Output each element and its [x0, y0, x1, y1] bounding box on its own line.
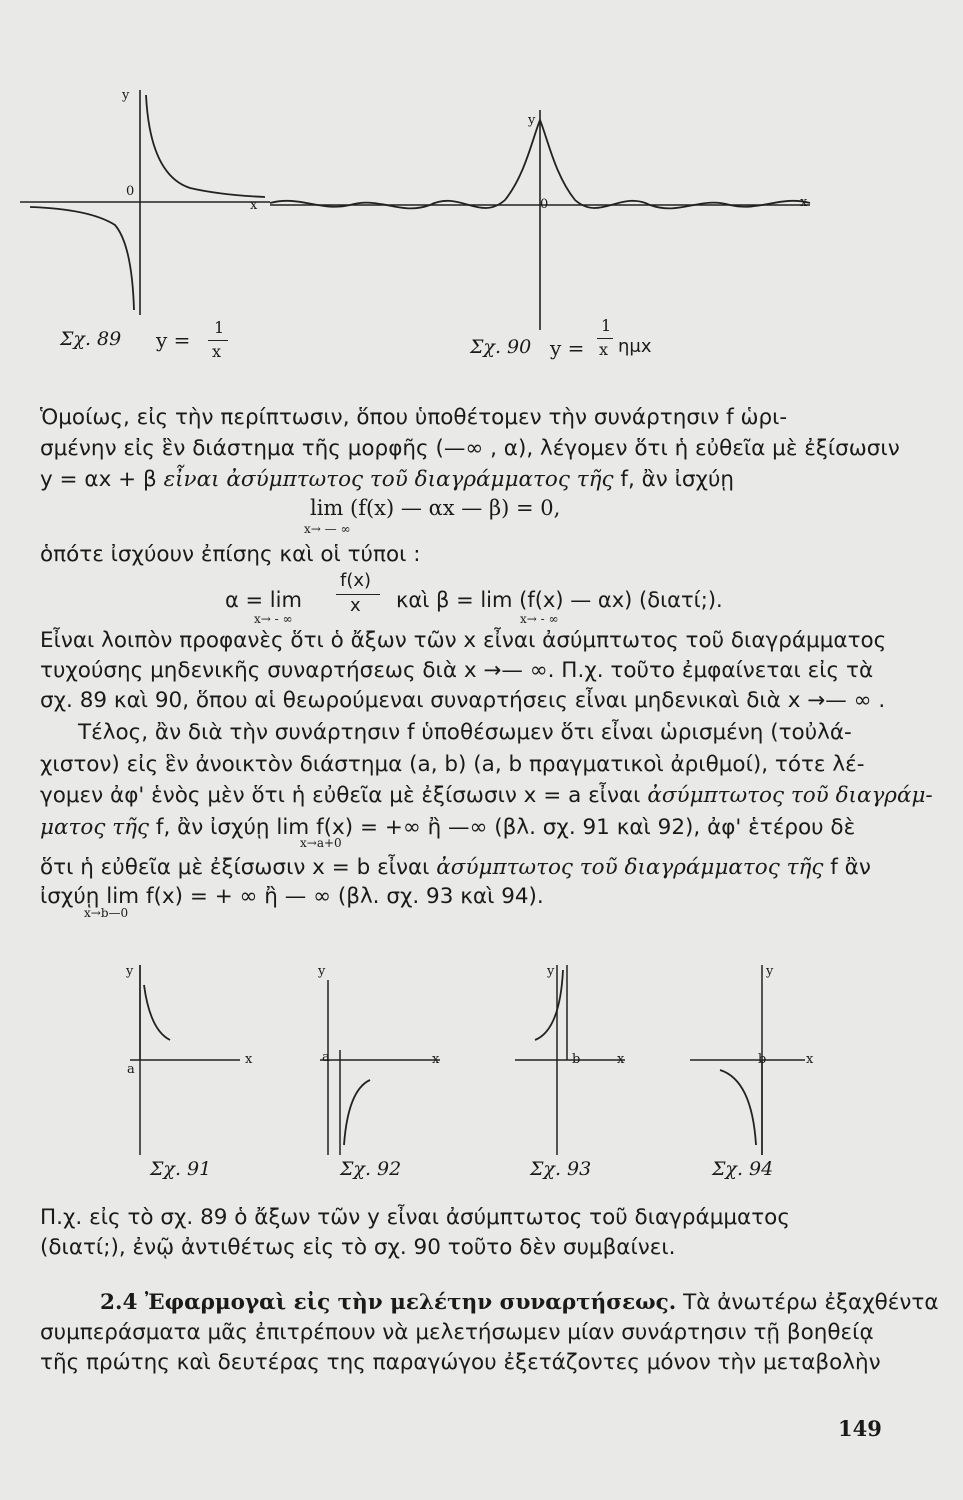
- p3-line2: χιστον) εἰς ἓν ἀνοικτὸν διάστημα (a, b) (a, b πραγματικοὶ ἀριθμοί), τότε λέ-: [40, 752, 865, 777]
- p3-line1: Τέλος, ἂν διὰ τὴν συνάρτησιν f ὑποθέσωμεν ὅτι εἶναι ὡρισμένη (τοὐλά-: [78, 720, 852, 745]
- figure-92-plot: [320, 960, 470, 1160]
- p1-beta: καὶ β = lim (f(x) — αx) (διατί;).: [396, 588, 723, 612]
- section-line3: τῆς πρώτης καὶ δευτέρας της παραγώγου ἐξετάζοντες μόνον τὴν μεταβολὴν: [40, 1350, 881, 1375]
- section-heading-line: [100, 1290, 939, 1315]
- section-heading: 2.4 Ἐφαρμογαὶ εἰς τὴν μελέτην συναρτήσεως.: [100, 1290, 677, 1315]
- p1-beta-sub: x→ - ∞: [520, 612, 559, 626]
- p1-frac-num: f(x): [340, 570, 372, 591]
- fig91-curve: [144, 985, 170, 1040]
- p1-limit-sub: x→ — ∞: [304, 522, 351, 536]
- p1-line5: ὁπότε ἰσχύουν ἐπίσης καὶ οἱ τύποι :: [40, 542, 421, 567]
- fig90-y-label: y: [528, 113, 536, 128]
- fig94-curve: [720, 1070, 756, 1145]
- fig89-curve-right: [146, 95, 265, 197]
- fig89-denominator: x: [212, 342, 222, 361]
- fig91-caption: Σχ. 91: [150, 1158, 212, 1180]
- p2-line2: τυχούσης μηδενικῆς συναρτήσεως διὰ x →— ∞. Π.χ. τοῦτο ἐμφαίνεται εἰς τὰ: [40, 658, 874, 683]
- p1-line3-eq: y = αx + β: [40, 467, 157, 492]
- p4-line2: (διατί;), ἐνῷ ἀντιθέτως εἰς τὸ σχ. 90 τοῦτο δὲν συμβαίνει.: [40, 1235, 676, 1260]
- p1-line3: [40, 467, 890, 492]
- p4-line1: Π.χ. εἰς τὸ σχ. 89 ὁ ἄξων τῶν y εἶναι ἀσύμπτωτος τοῦ διαγράμματος: [40, 1205, 790, 1230]
- fig91-a-label: a: [127, 1062, 135, 1077]
- p1-line2: σμένην εἰς ἓν διάστημα τῆς μορφῆς (—∞ , α), λέγομεν ὅτι ἡ εὐθεῖα μὲ ἐξίσωσιν: [40, 436, 900, 461]
- p3-line3-start: γομεν ἀφ' ἑνὸς μὲν ὅτι ἡ εὐθεῖα μὲ ἐξίσωσιν x = a εἶναι: [40, 783, 641, 808]
- fig93-x-label: x: [617, 1052, 625, 1067]
- p3-line4: [40, 815, 890, 840]
- p1-limit-eq: lim (f(x) — αx — β) = 0,: [310, 496, 561, 520]
- fig90-fraction-bar: [597, 338, 613, 339]
- p2-line1: Εἶναι λοιπὸν προφανὲς ὅτι ὁ ἄξων τῶν x εἶναι ἀσύμπτωτος τοῦ διαγράμματος: [40, 628, 887, 653]
- p1-frac-den: x: [350, 595, 361, 616]
- fig90-x-label: x: [800, 195, 808, 210]
- fig89-formula: y =: [156, 328, 191, 352]
- p3-line4-italic: ματος τῆς: [40, 815, 150, 840]
- figure-93-plot: [515, 960, 665, 1160]
- p3-line4-sub: x→a+0: [300, 836, 342, 850]
- fig92-x-label: x: [432, 1052, 440, 1067]
- fig92-curve: [344, 1080, 370, 1145]
- fig90-origin-label: 0: [540, 197, 549, 212]
- fig94-x-label: x: [806, 1052, 814, 1067]
- p3-line4-rest: f, ἂν ἰσχύῃ lim f(x) = +∞ ἢ —∞ (βλ. σχ. 91 καὶ 92), ἀφ' ἑτέρου δὲ: [155, 815, 856, 840]
- fig94-b-label: b: [758, 1052, 767, 1067]
- fig90-formula: y =: [550, 336, 585, 360]
- fig90-function: ημx: [618, 336, 652, 357]
- fig92-a-label: a: [322, 1050, 330, 1065]
- p3-line5-italic: ἀσύμπτωτος τοῦ διαγράμματος τῆς: [436, 855, 824, 880]
- page-number: 149: [838, 1416, 882, 1441]
- p2-line3: σχ. 89 καὶ 90, ὅπου αἱ θεωρούμεναι συναρτήσεις εἶναι μηδενικαὶ διὰ x →— ∞ .: [40, 688, 886, 713]
- fig89-fraction-bar: [208, 340, 228, 341]
- fig91-y-label: y: [126, 964, 134, 979]
- p3-line5-end: f ἂν: [830, 855, 871, 880]
- p1-line3-end: f, ἂν ἰσχύῃ: [620, 467, 735, 492]
- figure-90-plot: [270, 100, 830, 340]
- fig90-denominator: x: [599, 340, 609, 359]
- fig93-b-label: b: [572, 1052, 581, 1067]
- p3-line5: [40, 855, 890, 880]
- fig92-y-label: y: [318, 964, 326, 979]
- fig91-x-label: x: [245, 1052, 253, 1067]
- p1-alpha-sub: x→ - ∞: [254, 612, 293, 626]
- p3-line5-start: ὅτι ἡ εὐθεῖα μὲ ἐξίσωσιν x = b εἶναι: [40, 855, 430, 880]
- p3-line3-italic: ἀσύμπτωτος τοῦ διαγράμ-: [647, 783, 933, 808]
- fig93-y-label: y: [547, 964, 555, 979]
- fig89-caption: Σχ. 89: [60, 328, 122, 350]
- fig94-y-label: y: [766, 964, 774, 979]
- fig89-y-label: y: [122, 88, 130, 103]
- fig90-numerator: 1: [601, 316, 612, 335]
- section-line1-rest: Τὰ ἀνωτέρω ἐξαχθέντα: [683, 1290, 939, 1315]
- fig89-origin-label: 0: [126, 184, 135, 199]
- p1-line1: Ὁμοίως, εἰς τὴν περίπτωσιν, ὅπου ὑποθέτομεν τὴν συνάρτησιν f ὡρι-: [40, 405, 788, 430]
- p3-line6: ἰσχύῃ lim f(x) = + ∞ ἢ — ∞ (βλ. σχ. 93 καὶ 94).: [40, 884, 544, 909]
- p3-line6-sub: x→b—0: [84, 906, 129, 920]
- figure-89-plot: [20, 85, 220, 335]
- fig90-caption: Σχ. 90: [470, 336, 532, 358]
- fig89-x-label: x: [250, 198, 258, 213]
- fig94-caption: Σχ. 94: [712, 1158, 774, 1180]
- fig93-caption: Σχ. 93: [530, 1158, 592, 1180]
- fig89-numerator: 1: [214, 318, 225, 337]
- fig89-curve-left: [30, 207, 134, 310]
- fig93-curve: [535, 970, 563, 1040]
- p1-line3-italic: εἶναι ἀσύμπτωτος τοῦ διαγράμματος τῆς: [163, 467, 614, 492]
- p1-alpha-lhs: α = lim: [225, 588, 302, 612]
- section-line2: συμπεράσματα μᾶς ἐπιτρέπουν νὰ μελετήσωμεν μίαν συνάρτησιν τῇ βοηθείᾳ: [40, 1320, 874, 1345]
- p3-line3: [40, 783, 933, 808]
- fig92-caption: Σχ. 92: [340, 1158, 402, 1180]
